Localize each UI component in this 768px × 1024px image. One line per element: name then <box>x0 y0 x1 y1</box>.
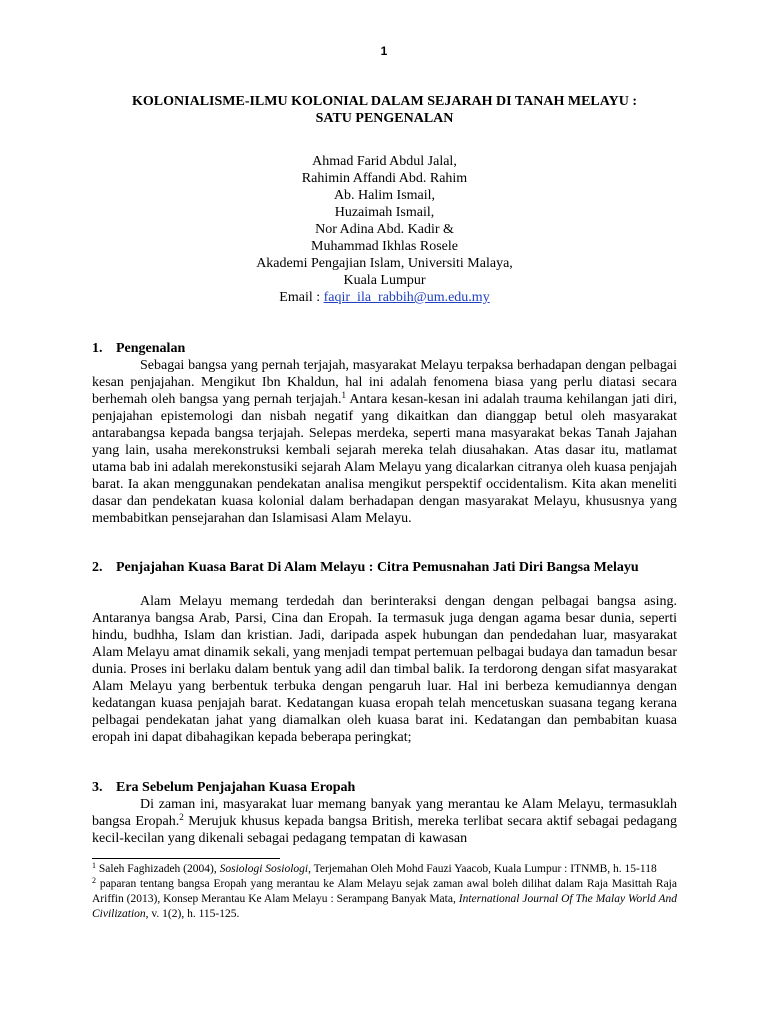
section-3-paragraph <box>92 796 677 847</box>
section-2-heading <box>92 559 677 576</box>
footnote-1 <box>92 862 677 877</box>
author-line: Huzaimah Ismail, <box>334 205 435 220</box>
title-line-1: KOLONIALISME-ILMU KOLONIAL DALAM SEJARAH DI TANAH MELAYU : <box>132 94 637 109</box>
footnote-title: International Journal Of The Malay World And Civilization <box>92 893 677 920</box>
section-3-heading <box>92 779 677 796</box>
footnote-text: Saleh Faghizadeh (2004), <box>96 863 220 875</box>
paragraph-text: Alam Melayu memang terdedah dan berinteraksi dengan dengan pelbagai bangsa asing. Antaranya bangsa Arab, Parsi, Cina dan Eropah. Ia termasuk juga dengan agama besar dunia, seperti hindu, budhha, Islam dan kristian. Jadi, daripada aspek hubungan dan pendedahan luar, masyarakat Alam Melayu amat dinamik sekali, yang menjadi tempat pertemuan pelbagai budaya dan tamadun besar dunia. Proses ini berlaku dalam bentuk yang adil dan timbal balik. Ia terdorong dengan sifat masyarakat Alam Melayu yang berbentuk terbuka dengan pengaruh luar. Hal ini berbeza kemudiannya dengan kedatangan kuasa penjajah barat. Kedatangan kuasa eropah telah mencetuskan suasana tegang kerana pelbagai pendekatan jahat yang diamalkan oleh kuasa barat ini. Kedatangan dan pembabitan kuasa eropah ini dapat dibahagikan kepada beberapa peringkat; <box>92 594 677 745</box>
footnote-marker: 2 <box>92 876 96 885</box>
title-line-2: SATU PENGENALAN <box>315 111 454 126</box>
affiliation-city: Kuala Lumpur <box>343 273 426 288</box>
footnote-marker: 1 <box>92 861 96 870</box>
affiliation-line: Akademi Pengajian Islam, Universiti Malaya, <box>256 256 513 271</box>
section-number: 3. <box>92 780 103 795</box>
paragraph-text: Merujuk khusus kepada bangsa British, mereka terlibat secara aktif sebagai pedagang kecil-kecilan yang dikenali sebagai pedagang tempatan di kawasan <box>92 814 677 846</box>
paragraph-text: Antara kesan-kesan ini adalah trauma kehilangan jati diri, penjajahan epistemologi dan nisbah negatif yang dikaitkan dan dianggap betul oleh masyarakat antarabangsa kepada bangsa terjajah. Selepas merdeka, seperti mana masyarakat bekas Tanah Jajahan yang lain, usaha merekonstruksi kembali sejarah mereka telah diusahakan. Atas dasar itu, matlamat utama bab ini adalah merekonstusiki sejarah Alam Melayu yang dicalarkan citranya oleh kuasa penjajah barat. Ia akan menggunakan pendekatan analisa mengikut perspektif occidentalism. Kita akan meneliti dasar dan pendekatan kuasa kolonial dalam berhadapan dengan masyarakat Melayu, khususnya yang membabitkan pensejarahan dan Islamisasi Alam Melayu. <box>92 392 677 526</box>
section-title: Era Sebelum Penjajahan Kuasa Eropah <box>116 780 356 795</box>
footnote-title: Sosiologi Sosiologi <box>219 863 309 875</box>
paragraph-text: Di zaman ini, masyarakat luar memang banyak yang merantau ke Alam Melayu, termasuklah bangsa Eropah. <box>92 797 677 829</box>
footnote-2 <box>92 877 677 922</box>
author-line: Ab. Halim Ismail, <box>333 188 436 203</box>
footnote-text: , v. 1(2), h. 115-125. <box>145 908 240 920</box>
section-number: 1. <box>92 341 103 356</box>
email-line <box>92 289 677 306</box>
section-title: Pengenalan <box>116 341 186 356</box>
paragraph-text: Sebagai bangsa yang pernah terjajah, masyarakat Melayu terpaksa berhadapan dengan pelbagai kesan penjajahan. Mengikut Ibn Khaldun, hal ini adalah fenomena biasa yang perlu diatasi secara berhemah oleh bangsa yang pernah terjajah. <box>92 358 677 407</box>
email-label: Email : <box>279 290 324 305</box>
author-line: Muhammad Ikhlas Rosele <box>311 239 458 254</box>
section-1-paragraph <box>92 357 677 527</box>
section-number: 2. <box>92 560 103 575</box>
footnote-ref-1[interactable]: 1 <box>341 390 346 400</box>
section-title: Penjajahan Kuasa Barat Di Alam Melayu : Citra Pemusnahan Jati Diri Bangsa Melayu <box>116 560 639 575</box>
author-line: Ahmad Farid Abdul Jalal, <box>312 154 457 169</box>
footnote-text: paparan tentang bangsa Eropah yang merantau ke Alam Melayu sejak zaman awal boleh dilihat dalam Raja Masittah Raja Ariffin (2013), Konsep Merantau Ke Alam Melayu : Serampang Banyak Mata, <box>92 878 677 905</box>
footnotes <box>92 862 677 922</box>
footnote-separator <box>92 858 280 859</box>
author-block <box>92 153 677 306</box>
section-1-heading <box>92 340 677 357</box>
page-number: 1 <box>380 44 388 58</box>
email-link[interactable]: faqir_ila_rabbih@um.edu.my <box>323 290 490 305</box>
section-2-paragraph <box>92 593 677 746</box>
paper-title <box>92 93 677 127</box>
footnote-text: , Terjemahan Oleh Mohd Fauzi Yaacob, Kuala Lumpur : ITNMB, h. 15-118 <box>308 863 657 875</box>
footnote-ref-2[interactable]: 2 <box>179 812 184 822</box>
author-line: Nor Adina Abd. Kadir & <box>315 222 454 237</box>
author-line: Rahimin Affandi Abd. Rahim <box>301 171 468 186</box>
